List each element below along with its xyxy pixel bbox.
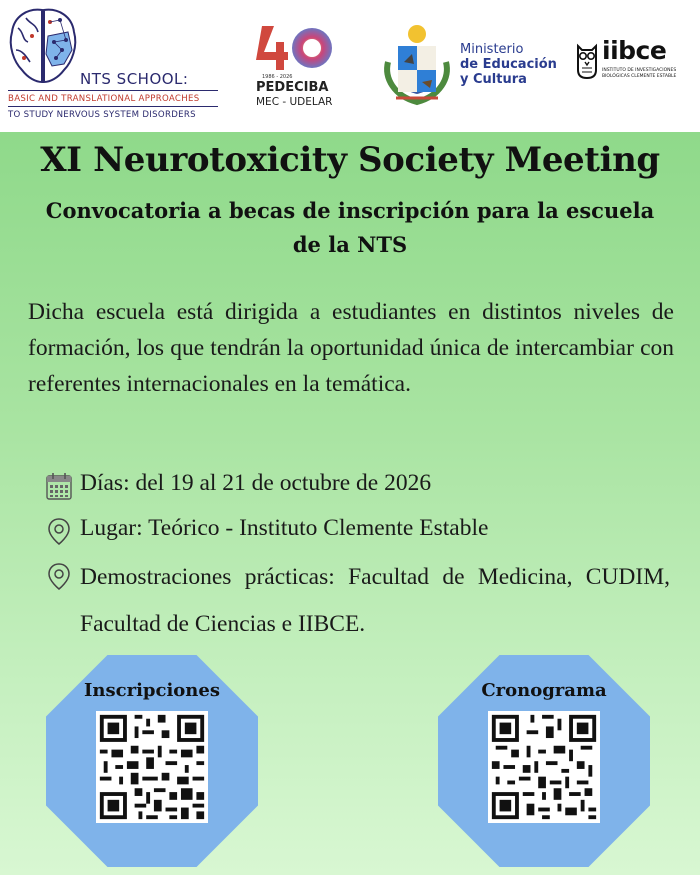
nts-school-logo (6, 4, 238, 124)
pedeciba-logo (252, 22, 336, 108)
logo-bar (0, 0, 700, 132)
nts-school-subtitle-line2: TO STUDY NERVOUS SYSTEM DISORDERS (8, 110, 196, 120)
mec-logo (376, 22, 562, 110)
iibce-subtitle-line2: BIOLÓGICAS CLEMENTE ESTABLE (602, 73, 677, 79)
qr-code-icon[interactable] (96, 711, 208, 823)
pedeciba-years: 1986 - 2026 (262, 74, 293, 80)
registration-label: Inscripciones (84, 680, 220, 701)
dates-text: Días: del 19 al 21 de octubre de 2026 (80, 470, 432, 496)
mec-line3: y Cultura (460, 72, 527, 87)
mec-line2: de Educación (460, 57, 557, 72)
pedeciba-name: PEDECIBA (256, 80, 329, 95)
description-paragraph: Dicha escuela está dirigida a estudiantes en distintos niveles de formación, los que tendrán la oportunidad única de intercambiar con referentes internacionales en la temática. (28, 299, 674, 397)
nts-divider-top (8, 90, 218, 91)
page-subtitle: Convocatoria a becas de inscripción para la escuela de la NTS (45, 198, 655, 257)
nts-school-subtitle-line1: BASIC AND TRANSLATIONAL APPROACHES (8, 94, 200, 104)
nts-school-title: NTS SCHOOL: (80, 70, 189, 88)
page-title: XI Neurotoxicity Society Meeting (40, 140, 660, 180)
iibce-name: iibce (602, 36, 667, 65)
nts-divider-bottom (8, 106, 218, 107)
brain-map-icon (8, 6, 78, 88)
schedule-label: Cronograma (481, 680, 607, 701)
location-pin-icon (46, 517, 72, 545)
iibce-subtitle (602, 68, 676, 79)
iibce-subtitle-line1: INSTITUTO DE INVESTIGACIONES (602, 68, 677, 73)
calendar-icon (46, 472, 72, 500)
mec-line1: Ministerio (460, 42, 524, 57)
iibce-logo (572, 36, 682, 96)
demos-text: Demostraciones prácticas: Facultad de Medicina, CUDIM, Facultad de Ciencias e IIBCE. (80, 564, 670, 637)
mec-text (460, 42, 557, 87)
location-pin-icon (46, 562, 72, 590)
pedeciba-40-mark (252, 22, 336, 74)
owl-icon (574, 40, 600, 80)
place-text: Lugar: Teórico - Instituto Clemente Estable (80, 515, 489, 541)
uruguay-coat-of-arms-icon (378, 22, 456, 108)
pedeciba-subtitle: MEC - UDELAR (256, 96, 333, 108)
qr-code-icon[interactable] (488, 711, 600, 823)
